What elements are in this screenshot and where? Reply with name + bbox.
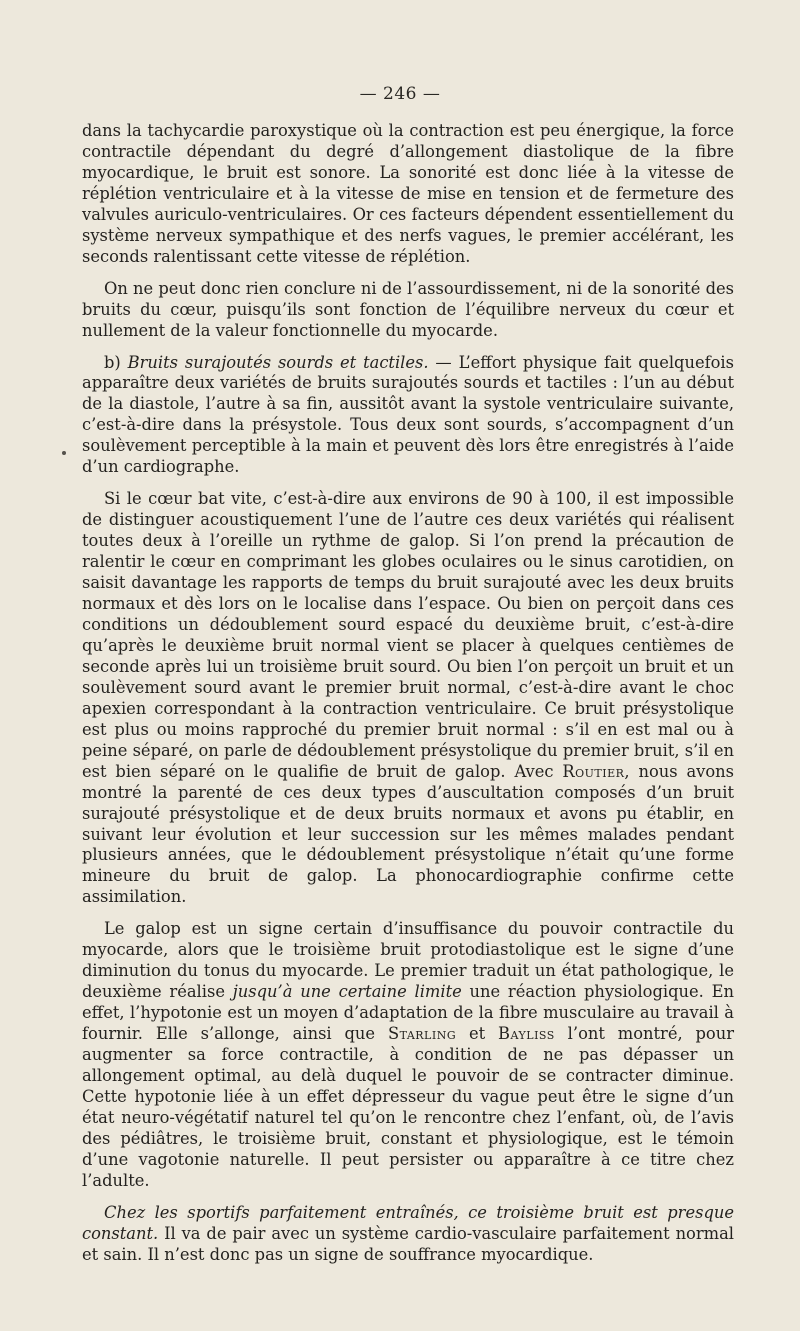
- paragraph-3-body: — L’effort physique fait quelquefois apparaître deux variétés de bruits surajoutés sourds et tactiles : l’un au début de la diastole, l’autre à sa fin, aussitôt avant la systole ventriculaire suivante, c’est-à-dire dans la présystole. Tous deux sont sourds, s’accompagnent d’un soulèvement perceptible à la main et peuvent dès lors être enregistrés à l’aide d’un cardiographe.: [82, 352, 734, 477]
- paragraph-3: [82, 353, 734, 479]
- paragraph-4-part2: , nous avons montré la parenté de ces deux types d’auscultation composés d’un bruit surajouté présystolique et de deux bruits normaux et avons pu établir, en suivant leur évolution et leur succession sur les mêmes malades pendant plusieurs années, que le dédoublement présystolique n’était qu’une forme mineure du bruit de galop. La phonocardiographie confirme cette assimilation.: [82, 761, 735, 907]
- paragraph-2: On ne peut donc rien conclure ni de l’assourdissement, ni de la sonorité des bruits du cœur, puisqu’ils sont fonction de l’équilibre nerveux du cœur et nullement de la valeur fonctionnelle du myocarde.: [82, 278, 734, 340]
- paragraph-5-part1: Le galop est un signe certain d’insuffisance du pouvoir contractile du myocarde, alors que le troisième bruit protodiastolique est le signe d’une diminution du tonus du myocarde. Le premier traduit un état pathologique, le deuxième réalise: [82, 919, 734, 1002]
- paragraph-6-body: Il va de pair avec un système cardio-vasculaire parfaitement normal et sain. Il n’est donc pas un signe de souffrance myocardique.: [82, 1223, 734, 1264]
- paragraph-5-part2: une réaction physiologique. En effet, l’hypotonie est un moyen d’adaptation de la fibre musculaire au travail à fournir. Elle s’allonge, ainsi que: [82, 982, 734, 1044]
- page-number: — 246 —: [359, 84, 441, 104]
- paragraph-5-part3: et: [456, 1024, 499, 1044]
- paragraph-5: [82, 919, 734, 1191]
- paragraph-6: [82, 1203, 734, 1266]
- author-starling: Starling: [387, 1024, 457, 1044]
- paragraph-1: dans la tachycardie paroxystique où la contraction est peu énergique, la force contractile dépendant du degré d’allongement diastolique de la fibre myocardique, le bruit est sonore. La sonorité est donc liée à la vitesse de réplétion ventriculaire et à la vitesse de mise en tension et de fermeture des valvules auriculo-ventriculaires. Or ces facteurs dépendent essentiellement du système nerveux sympathique et des nerfs vagues, le premier accélérant, les seconds ralentissant cette vitesse de réplétion.: [82, 121, 734, 266]
- paragraph-4-part1: Si le cœur bat vite, c’est-à-dire aux environs de 90 à 100, il est impossible de distinguer acoustiquement l’une de l’autre ces deux variétés qui réalisent toutes deux à l’oreille un rythme de galop. Si l’on prend la précaution de ralentir le cœur en comprimant les globes oculaires ou le sinus carotidien, on saisit davantage les rapports de temps du bruit surajouté avec les deux bruits normaux et dès lors on le localise dans l’espace. Ou bien on perçoit dans ces conditions un dédoublement sourd espacé du deuxième bruit, c’est-à-dire qu’après le deuxième bruit normal vient se placer à quelques centièmes de seconde après lui un troisième bruit sourd. Ou bien l’on perçoit un bruit et un soulèvement sourd avant le premier bruit normal, c’est-à-dire avant le choc apexien correspondant à la contraction ventriculaire. Ce bruit présystolique est plus ou moins rapproché du premier bruit normal : s’il en est mal ou à peine séparé, on parle de dédoublement présystolique du premier bruit, s’il en est bien séparé on le qualifie de bruit de galop. Avec: [82, 489, 734, 781]
- section-title: Bruits surajoutés sourds et tactiles.: [127, 352, 429, 372]
- paragraph-5-part4: l’ont montré, pour augmenter sa force contractile, à condition de ne pas dépasser un allongement optimal, au delà duquel le pouvoir de se contracter diminue. Cette hypotonie liée à un effet dépresseur du vague peut être le signe d’un état neuro-végétatif naturel tel qu’on le rencontre chez l’enfant, où, de l’avis des pédiâtres, le troisième bruit, constant et physiologique, est le témoin d’une vagotonie naturelle. Il peut persister ou apparaître à ce titre chez l’adulte.: [82, 1024, 734, 1190]
- section-label: b): [104, 352, 128, 372]
- margin-speck: [62, 451, 66, 455]
- author-routier: Routier: [562, 761, 625, 781]
- paragraph-4: [82, 489, 734, 908]
- paragraph-5-italic: jusqu’à une certaine limite: [232, 982, 462, 1002]
- body-text: [82, 121, 734, 1277]
- author-bayliss: Bayliss: [498, 1024, 555, 1044]
- paragraph-6-italic: Chez les sportifs parfaitement entraînés, ce troisième bruit est presque constant.: [82, 1202, 734, 1243]
